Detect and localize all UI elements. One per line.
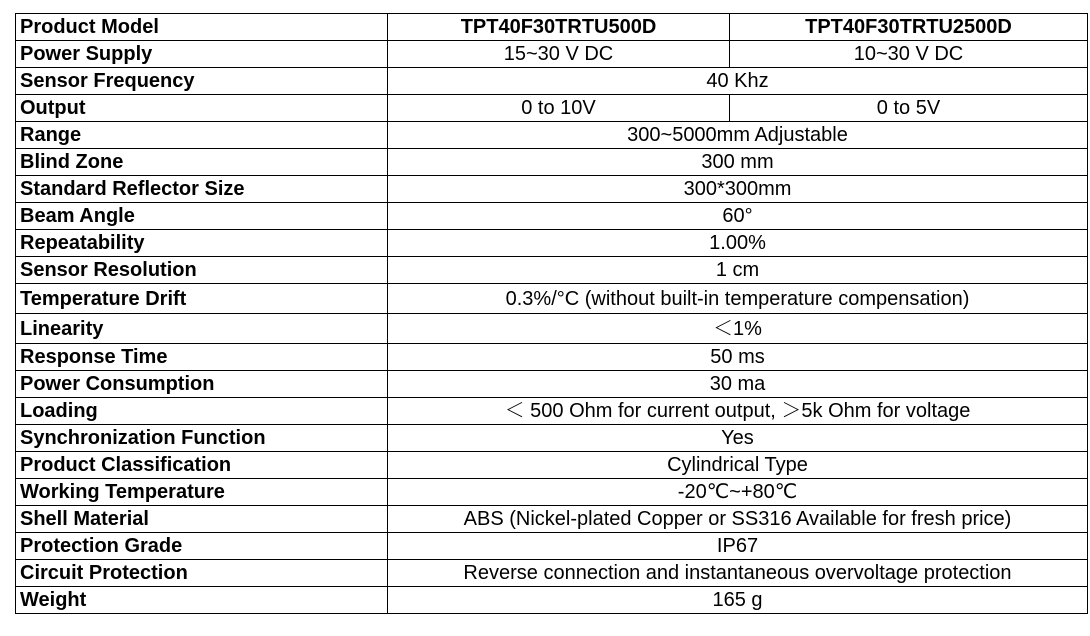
spec-label: Blind Zone	[16, 149, 388, 176]
table-row	[16, 230, 1088, 257]
table-row	[16, 533, 1088, 560]
spec-value: 300 mm	[388, 149, 1088, 176]
header-row	[16, 14, 1088, 41]
spec-label: Circuit Protection	[16, 560, 388, 587]
spec-label: Power Consumption	[16, 371, 388, 398]
spec-value: -20℃~+80℃	[388, 479, 1088, 506]
spec-label: Product Classification	[16, 452, 388, 479]
table-row	[16, 425, 1088, 452]
spec-value: 30 ma	[388, 371, 1088, 398]
table-row	[16, 344, 1088, 371]
spec-label: Synchronization Function	[16, 425, 388, 452]
spec-label: Repeatability	[16, 230, 388, 257]
spec-value: 300~5000mm Adjustable	[388, 122, 1088, 149]
spec-label: Protection Grade	[16, 533, 388, 560]
spec-value: ABS (Nickel-plated Copper or SS316 Available for fresh price)	[388, 506, 1088, 533]
spec-table	[15, 13, 1088, 614]
spec-label: Sensor Resolution	[16, 257, 388, 284]
table-row	[16, 587, 1088, 614]
spec-label: Weight	[16, 587, 388, 614]
table-row	[16, 371, 1088, 398]
table-row	[16, 314, 1088, 344]
spec-value-model-a: 0 to 10V	[388, 95, 730, 122]
spec-label: Working Temperature	[16, 479, 388, 506]
spec-value: Reverse connection and instantaneous overvoltage protection	[388, 560, 1088, 587]
spec-value: Yes	[388, 425, 1088, 452]
table-row	[16, 452, 1088, 479]
table-row	[16, 176, 1088, 203]
spec-value: 50 ms	[388, 344, 1088, 371]
spec-label: Output	[16, 95, 388, 122]
spec-value-model-a: 15~30 V DC	[388, 41, 730, 68]
spec-value: ＜1%	[388, 314, 1088, 344]
spec-value: 40 Khz	[388, 68, 1088, 95]
spec-label: Loading	[16, 398, 388, 425]
spec-value: 300*300mm	[388, 176, 1088, 203]
spec-value-model-b: 10~30 V DC	[730, 41, 1088, 68]
table-row	[16, 95, 1088, 122]
spec-label: Power Supply	[16, 41, 388, 68]
spec-value: ＜ 500 Ohm for current output, ＞5k Ohm for voltage	[388, 398, 1088, 425]
table-row	[16, 41, 1088, 68]
product-model-label: Product Model	[16, 14, 388, 41]
spec-label: Linearity	[16, 314, 388, 344]
spec-label: Standard Reflector Size	[16, 176, 388, 203]
table-row	[16, 68, 1088, 95]
model-b-heading: TPT40F30TRTU2500D	[730, 14, 1088, 41]
spec-value: IP67	[388, 533, 1088, 560]
spec-label: Temperature Drift	[16, 284, 388, 314]
spec-value: 165 g	[388, 587, 1088, 614]
table-row	[16, 257, 1088, 284]
spec-value: 0.3%/°C (without built-in temperature compensation)	[388, 284, 1088, 314]
table-row	[16, 203, 1088, 230]
spec-value: 1 cm	[388, 257, 1088, 284]
spec-value: 60°	[388, 203, 1088, 230]
table-row	[16, 506, 1088, 533]
spec-label: Shell Material	[16, 506, 388, 533]
spec-table-body	[16, 14, 1088, 614]
table-row	[16, 560, 1088, 587]
spec-label: Response Time	[16, 344, 388, 371]
spec-value-model-b: 0 to 5V	[730, 95, 1088, 122]
spec-value: 1.00%	[388, 230, 1088, 257]
table-row	[16, 149, 1088, 176]
table-row	[16, 479, 1088, 506]
table-row	[16, 122, 1088, 149]
spec-label: Beam Angle	[16, 203, 388, 230]
table-row	[16, 284, 1088, 314]
model-a-heading: TPT40F30TRTU500D	[388, 14, 730, 41]
spec-label: Sensor Frequency	[16, 68, 388, 95]
table-row	[16, 398, 1088, 425]
spec-value: Cylindrical Type	[388, 452, 1088, 479]
spec-label: Range	[16, 122, 388, 149]
